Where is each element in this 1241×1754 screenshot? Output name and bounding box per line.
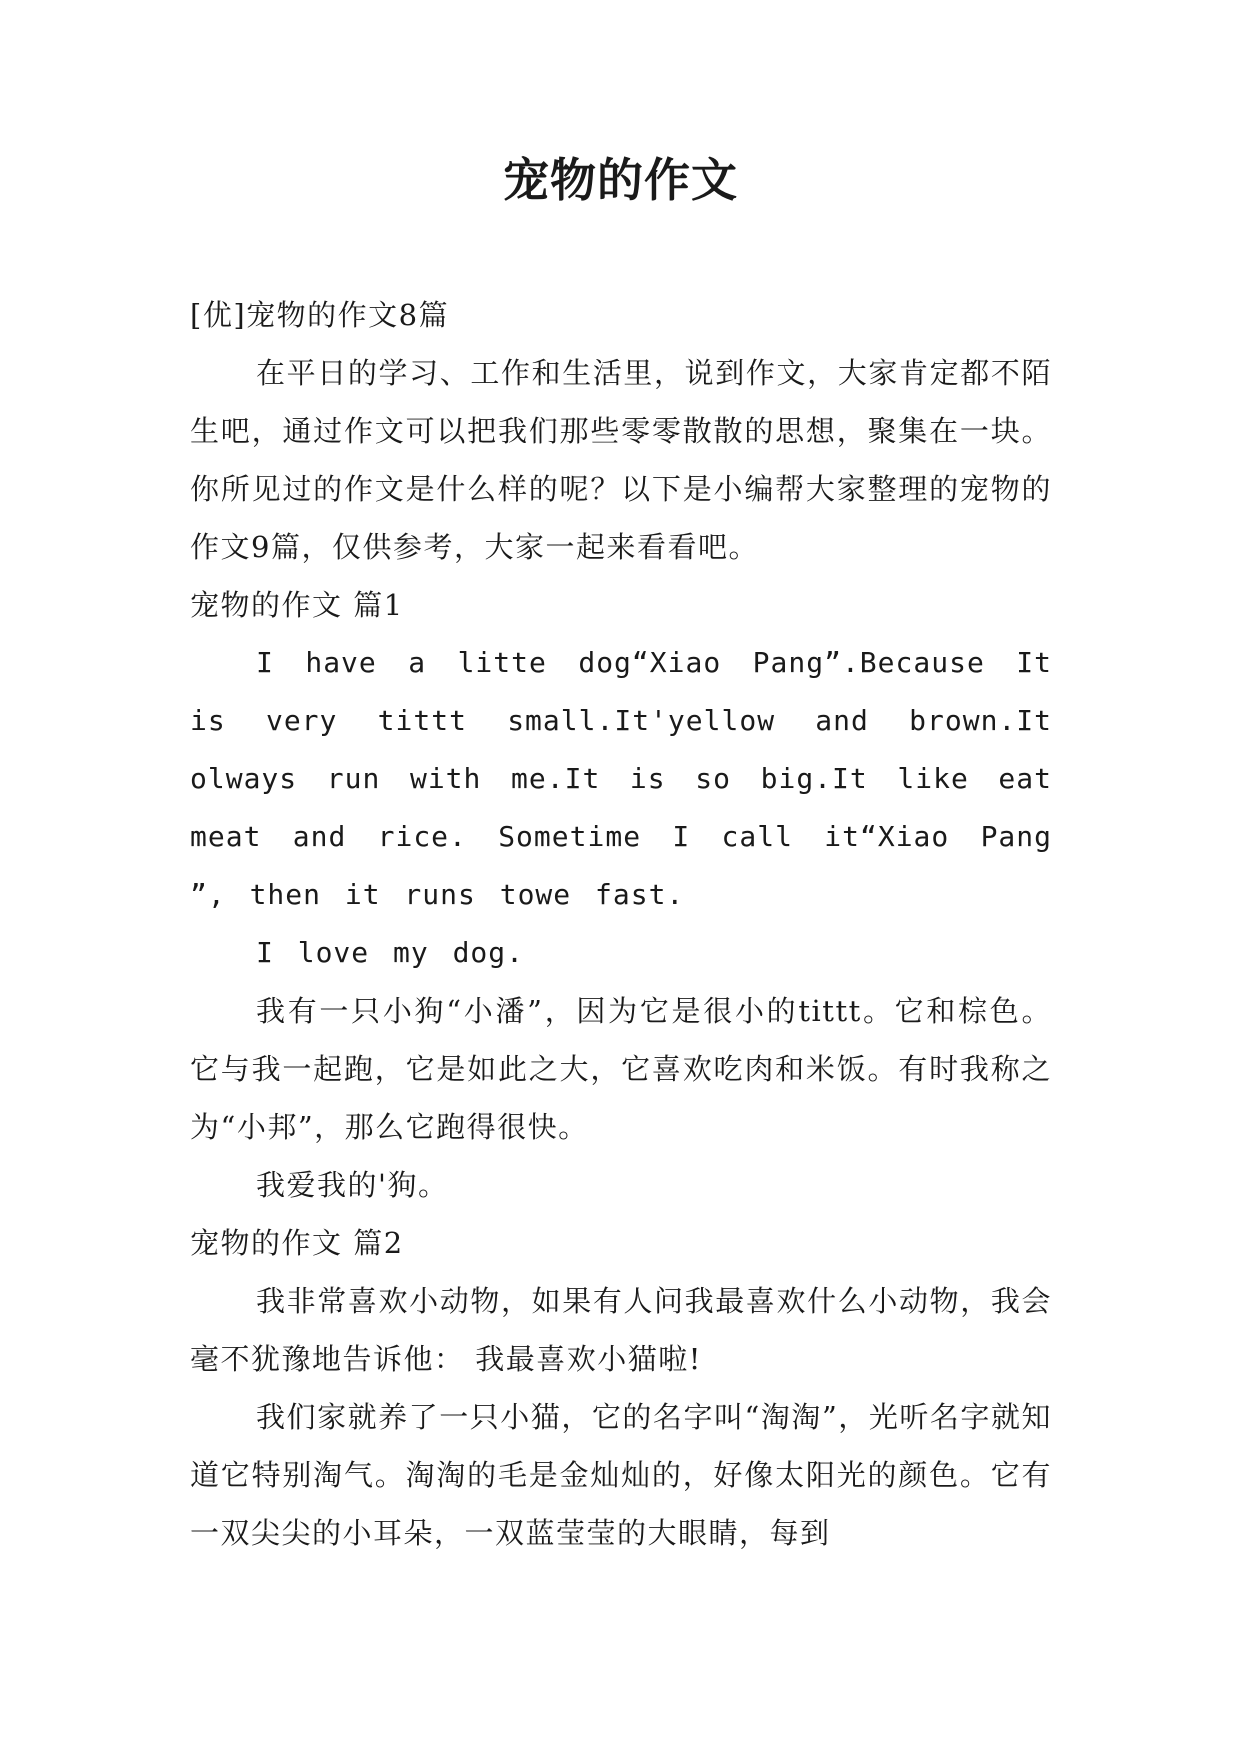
english-paragraph: I have a litte dog“Xiao Pang”.Because It is very tittt small.It'yellow and brown.It olways run with me.It is so big.It like eat meat and rice. Sometime I call it“Xiao Pang ”, then it runs towe fast. [190, 646, 1052, 911]
english-closing-line: I love my dog. [256, 936, 525, 969]
document-subtitle: [优]宠物的作文8篇 [190, 298, 450, 332]
essay2-paragraph-2: 我们家就养了一只小猫，它的名字叫“淘淘”，光听名字就知道它特别淘气。淘淘的毛是金灿灿的，好像太阳光的颜色。它有一双尖尖的小耳朵，一双蓝莹莹的大眼睛，每到 [190, 1400, 1052, 1550]
section-heading-2: 宠物的作文 篇2 [190, 1226, 404, 1260]
document-title: 宠物的作文 [503, 153, 738, 207]
intro-paragraph: 在平日的学习、工作和生活里，说到作文，大家肯定都不陌生吧，通过作文可以把我们那些零零散散的思想，聚集在一块。你所见过的作文是什么样的呢？以下是小编帮大家整理的宠物的作文9篇，仅供参考，大家一起来看看吧。 [190, 356, 1052, 564]
document-body [190, 286, 1052, 1562]
translation-closing-line: 我爱我的'狗。 [256, 1168, 449, 1202]
essay2-paragraph-1: 我非常喜欢小动物，如果有人问我最喜欢什么小动物，我会毫不犹豫地告诉他： 我最喜欢小猫啦! [190, 1284, 1052, 1376]
section-heading-1: 宠物的作文 篇1 [190, 588, 404, 622]
translation-paragraph: 我有一只小狗“小潘”，因为它是很小的tittt。它和棕色。它与我一起跑，它是如此之大，它喜欢吃肉和米饭。有时我称之为“小邦”，那么它跑得很快。 [190, 994, 1052, 1144]
